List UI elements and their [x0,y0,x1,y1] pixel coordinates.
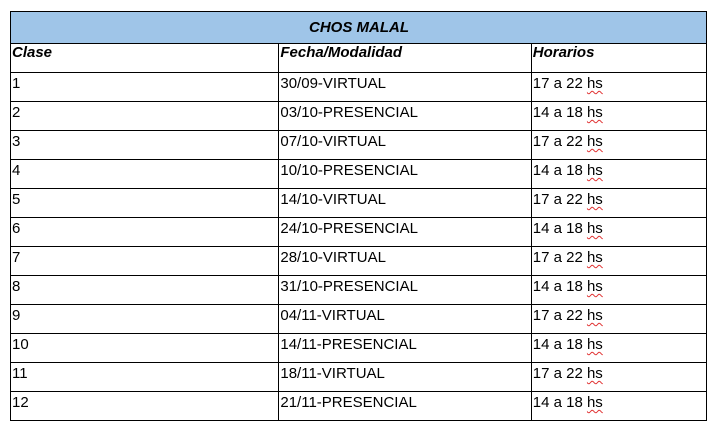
header-horarios[interactable]: Horarios [531,44,706,73]
cell-horario[interactable] [531,305,706,334]
header-row [11,44,707,73]
table-row [11,363,707,392]
cell-horario[interactable] [531,276,706,305]
horario-unit: hs [586,220,603,237]
table-row [11,392,707,421]
horario-unit: hs [586,191,603,208]
cell-horario[interactable] [531,334,706,363]
table-row [11,102,707,131]
cell-fecha-modalidad[interactable]: 24/10-PRESENCIAL [279,218,531,247]
schedule-table-body [11,12,707,421]
cell-clase[interactable]: 7 [11,247,279,276]
horario-range: 14 a 18 [532,162,583,179]
horario-range: 14 a 18 [532,104,583,121]
horario-range: 17 a 22 [532,133,583,150]
table-row [11,276,707,305]
horario-range: 14 a 18 [532,278,583,295]
table-row [11,305,707,334]
horario-unit: hs [586,365,603,382]
cell-fecha-modalidad[interactable]: 14/10-VIRTUAL [279,189,531,218]
cell-clase[interactable]: 5 [11,189,279,218]
table-row [11,247,707,276]
table-row [11,334,707,363]
cell-fecha-modalidad[interactable]: 31/10-PRESENCIAL [279,276,531,305]
table-title[interactable]: CHOS MALAL [11,12,707,44]
cell-clase[interactable]: 3 [11,131,279,160]
horario-range: 17 a 22 [532,75,583,92]
table-row [11,189,707,218]
title-row [11,12,707,44]
horario-unit: hs [586,133,603,150]
cell-horario[interactable] [531,131,706,160]
cell-horario[interactable] [531,247,706,276]
horario-range: 14 a 18 [532,336,583,353]
cell-clase[interactable]: 4 [11,160,279,189]
schedule-table [10,11,707,421]
table-row [11,160,707,189]
horario-unit: hs [586,162,603,179]
cell-clase[interactable]: 2 [11,102,279,131]
cell-fecha-modalidad[interactable]: 14/11-PRESENCIAL [279,334,531,363]
cell-horario[interactable] [531,73,706,102]
table-row [11,131,707,160]
cell-clase[interactable]: 12 [11,392,279,421]
cell-horario[interactable] [531,363,706,392]
table-row [11,218,707,247]
horario-range: 14 a 18 [532,394,583,411]
cell-clase[interactable]: 9 [11,305,279,334]
horario-range: 17 a 22 [532,307,583,324]
cell-horario[interactable] [531,392,706,421]
horario-range: 17 a 22 [532,249,583,266]
horario-unit: hs [586,104,603,121]
cell-fecha-modalidad[interactable]: 18/11-VIRTUAL [279,363,531,392]
cell-fecha-modalidad[interactable]: 28/10-VIRTUAL [279,247,531,276]
cell-horario[interactable] [531,160,706,189]
horario-range: 14 a 18 [532,220,583,237]
cell-horario[interactable] [531,189,706,218]
cell-clase[interactable]: 1 [11,73,279,102]
cell-clase[interactable]: 10 [11,334,279,363]
horario-unit: hs [586,394,603,411]
horario-unit: hs [586,307,603,324]
cell-fecha-modalidad[interactable]: 03/10-PRESENCIAL [279,102,531,131]
cell-horario[interactable] [531,102,706,131]
cell-clase[interactable]: 11 [11,363,279,392]
table-row [11,73,707,102]
cell-clase[interactable]: 8 [11,276,279,305]
cell-fecha-modalidad[interactable]: 30/09-VIRTUAL [279,73,531,102]
horario-unit: hs [586,249,603,266]
horario-unit: hs [586,336,603,353]
header-fecha-modalidad[interactable]: Fecha/Modalidad [279,44,531,73]
cell-fecha-modalidad[interactable]: 07/10-VIRTUAL [279,131,531,160]
horario-unit: hs [586,75,603,92]
cell-fecha-modalidad[interactable]: 10/10-PRESENCIAL [279,160,531,189]
horario-range: 17 a 22 [532,191,583,208]
cell-fecha-modalidad[interactable]: 04/11-VIRTUAL [279,305,531,334]
cell-horario[interactable] [531,218,706,247]
header-clase[interactable]: Clase [11,44,279,73]
horario-range: 17 a 22 [532,365,583,382]
cell-clase[interactable]: 6 [11,218,279,247]
horario-unit: hs [586,278,603,295]
cell-fecha-modalidad[interactable]: 21/11-PRESENCIAL [279,392,531,421]
